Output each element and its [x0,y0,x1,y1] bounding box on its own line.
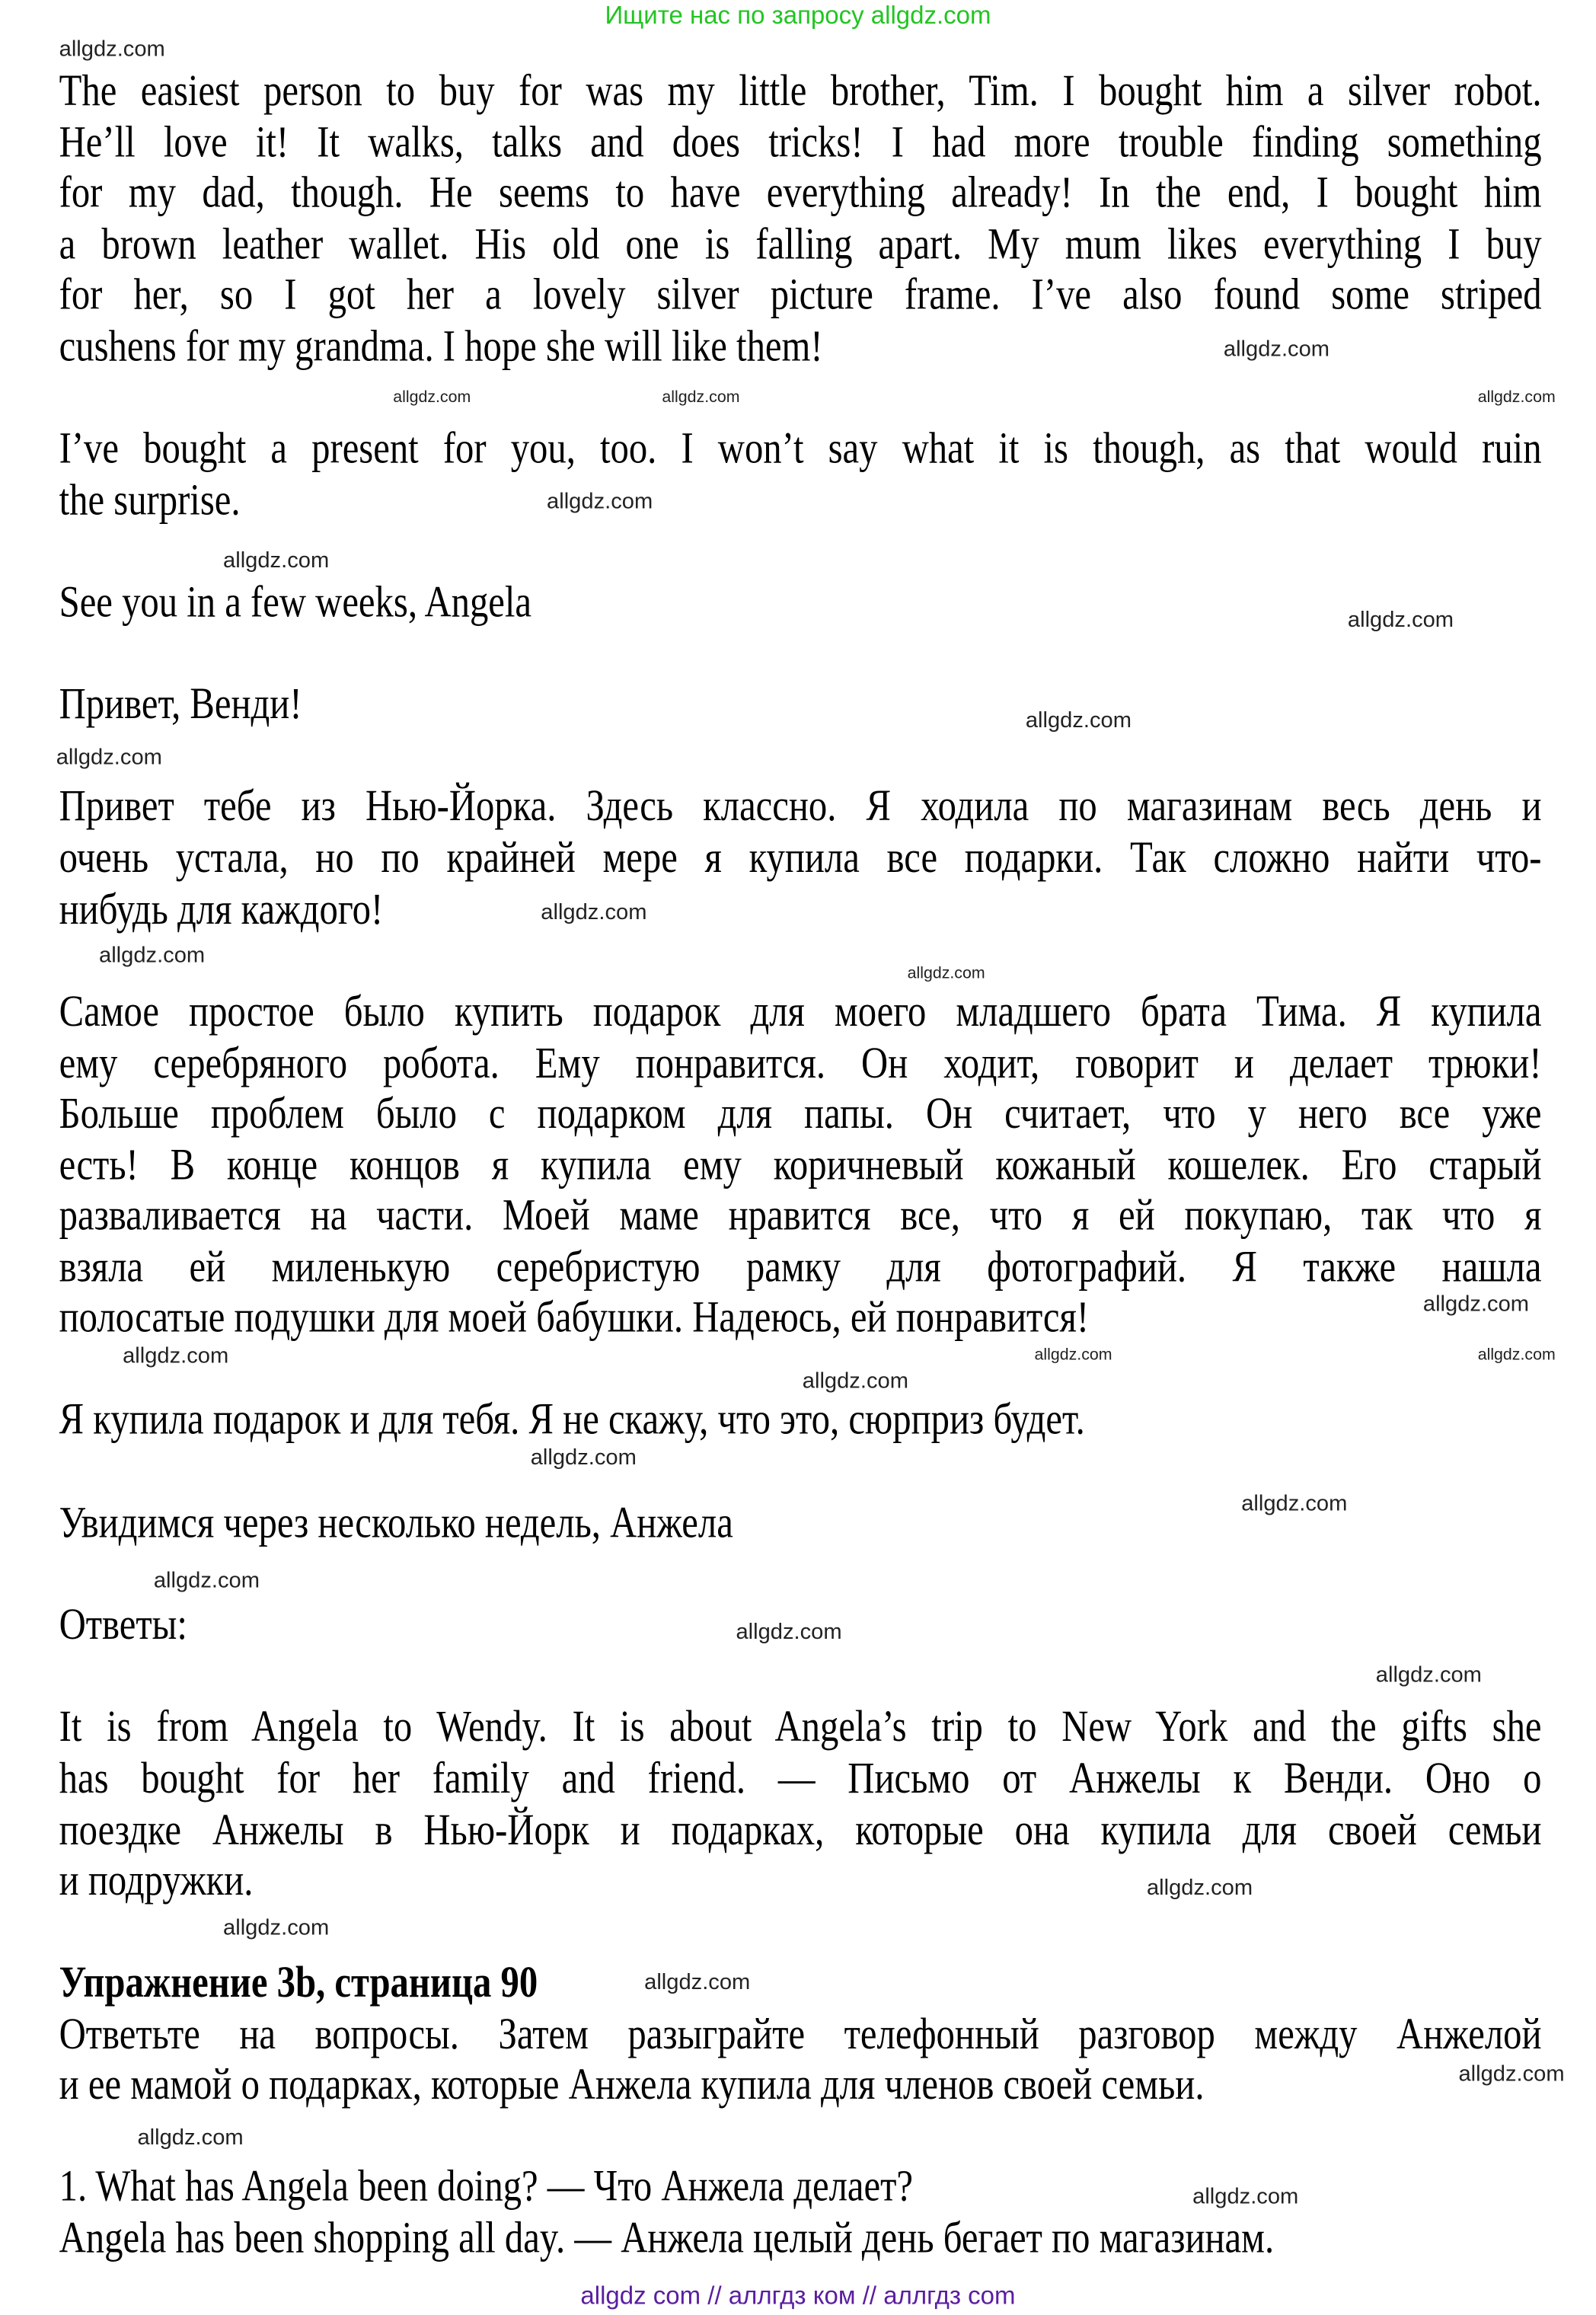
text-line: It is from Angela to Wendy. It is about Angela’s trip to New York and the gifts she [59,1702,1542,1751]
text-line: 1. What has Angela been doing? — Что Анжела делает? [59,2162,913,2211]
text-line: See you in a few weeks, Angela [59,577,532,627]
watermark: allgdz.com [541,899,647,925]
text-line: Angela has been shopping all day. — Анжела целый день бегает по магазинам. [59,2214,1275,2263]
watermark: allgdz.com [530,1445,637,1470]
text-line: ему серебряного робота. Ему понравится. Он ходит, говорит и делает трюки! [59,1039,1542,1088]
watermark: allgdz.com [1458,2061,1565,2087]
text-line: a brown leather wallet. His old one is falling apart. My mum likes everything I buy [59,220,1542,270]
text-line: есть! В конце концов я купила ему коричневый кожаный кошелек. Его старый [59,1141,1542,1190]
text-line: Ответы: [59,1600,187,1649]
text-line: the surprise. [59,475,241,525]
text-line: Ответьте на вопросы. Затем разыграйте телефонный разговор между Анжелой [59,2010,1542,2059]
text-line: Я купила подарок и для тебя. Я не скажу, что это, сюрприз будет. [59,1395,1085,1445]
watermark: allgdz.com [1034,1346,1112,1365]
text-line: и подружки. [59,1856,254,1905]
watermark: allgdz.com [1347,607,1454,633]
footer-banner[interactable]: allgdz com // аллгдз ком // аллгдз com [580,2281,1016,2310]
watermark: allgdz.com [802,1368,908,1394]
text-line: Самое простое было купить подарок для моего младшего брата Тима. Я купила [59,987,1542,1036]
text-line: очень устала, но по крайней мере я купила все подарки. Так сложно найти что- [59,833,1542,883]
watermark: allgdz.com [223,548,330,573]
text-line: for my dad, though. He seems to have everything already! In the end, I bought him [59,168,1542,218]
text-line: поездке Анжелы в Нью-Йорк и подарках, которые она купила для своей семьи [59,1806,1542,1855]
watermark: allgdz.com [1192,2184,1299,2210]
watermark: allgdz.com [1025,707,1132,733]
watermark: allgdz.com [1477,388,1556,407]
text-line: разваливается на части. Моей маме нравится все, что я ей покупаю, так что я [59,1191,1542,1241]
watermark: allgdz.com [662,388,740,407]
text-line: и ее мамой о подарках, которые Анжела купила для членов своей семьи. [59,2060,1205,2109]
watermark: allgdz.com [153,1568,260,1594]
text-line: He’ll love it! It walks, talks and does tricks! I had more trouble finding something [59,118,1542,168]
watermark: allgdz.com [1422,1292,1530,1317]
text-line: for her, so I got her a lovely silver picture frame. I’ve also found some striped [59,270,1542,320]
text-line: полосатые подушки для моей бабушки. Надеюсь, ей понравится! [59,1293,1090,1343]
watermark: allgdz.com [1223,337,1330,362]
watermark: allgdz.com [137,2125,244,2151]
watermark: allgdz.com [223,1915,330,1941]
header-banner[interactable]: Ищите нас по запросу allgdz.com [605,1,991,30]
text-line: Привет, Венди! [59,679,302,729]
watermark: allgdz.com [1477,1346,1556,1365]
watermark: allgdz.com [123,1343,229,1369]
watermark: allgdz.com [59,37,165,62]
watermark: allgdz.com [393,388,471,407]
watermark: allgdz.com [1375,1662,1482,1688]
text-line: Больше проблем было с подарком для папы. Он считает, что у него все уже [59,1089,1542,1138]
watermark: allgdz.com [99,943,206,969]
text-line: The easiest person to buy for was my little brother, Tim. I bought him a silver robot. [59,66,1542,116]
watermark: allgdz.com [644,1969,751,1995]
watermark: allgdz.com [1146,1875,1253,1901]
text-line: нибудь для каждого! [59,885,384,934]
text-line: Привет тебе из Нью-Йорка. Здесь классно. Я ходила по магазинам весь день и [59,781,1542,831]
watermark: allgdz.com [907,965,985,983]
exercise-heading: Упражнение 3b, страница 90 [59,1958,538,2007]
text-line: I’ve bought a present for you, too. I won’t say what it is though, as that would ruin [59,423,1542,474]
watermark: allgdz.com [547,489,653,515]
text-line: взяла ей миленькую серебристую рамку для фотографий. Я также нашла [59,1243,1542,1292]
text-line: has bought for her family and friend. — Письмо от Анжелы к Венди. Оно о [59,1754,1542,1803]
text-line: cushens for my grandma. I hope she will like them! [59,322,823,372]
text-line: Увидимся через несколько недель, Анжела [59,1498,733,1547]
watermark: allgdz.com [1241,1491,1348,1517]
watermark: allgdz.com [736,1620,842,1645]
watermark: allgdz.com [56,745,162,771]
